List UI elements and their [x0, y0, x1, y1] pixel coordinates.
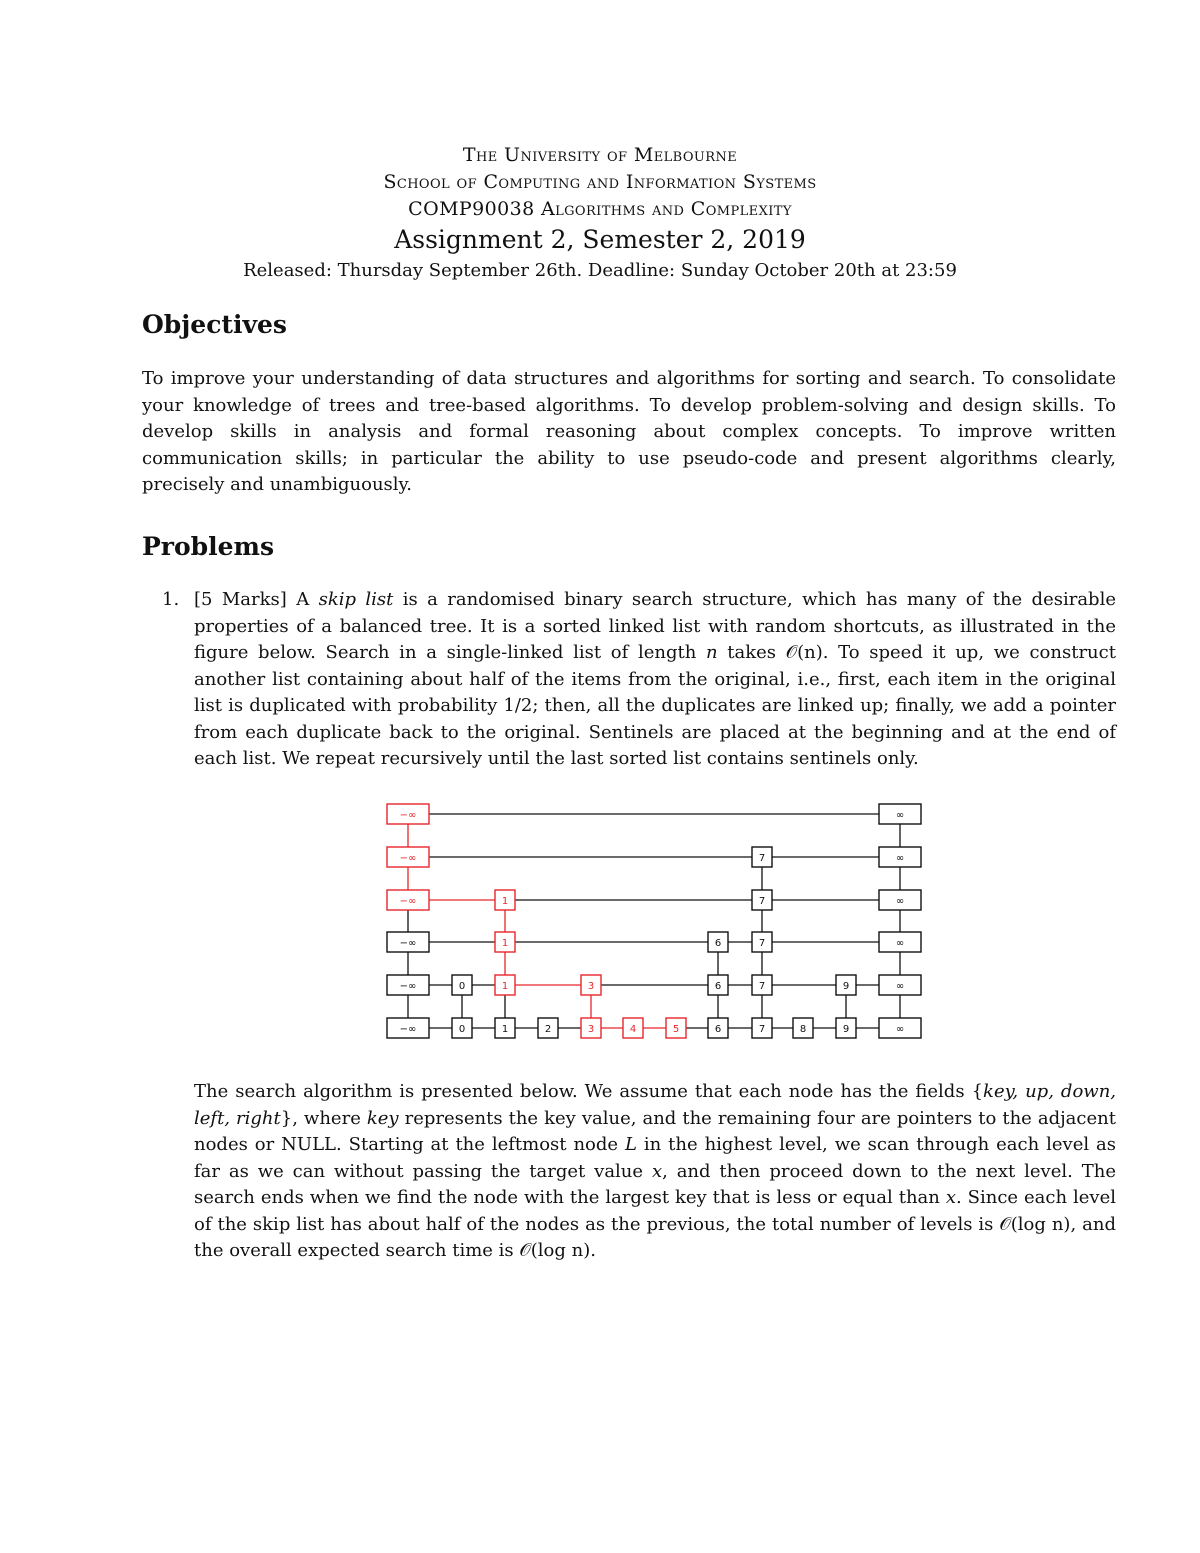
skip-list-node — [495, 890, 515, 910]
node-label: 0 — [458, 981, 466, 992]
skip-list-node — [495, 1018, 515, 1038]
node-label: 1 — [501, 981, 509, 992]
node-label: 8 — [799, 1024, 807, 1035]
node-label: 7 — [758, 981, 766, 992]
figure-edges — [408, 814, 900, 1028]
problem-marks: [5 Marks] — [194, 589, 287, 610]
node-label: 6 — [714, 1024, 722, 1035]
node-label: ∞ — [895, 896, 905, 907]
skip-list-figure — [0, 790, 1200, 1060]
node-label: ∞ — [895, 1024, 905, 1035]
skip-list-node — [387, 932, 429, 952]
skip-list-node — [666, 1018, 686, 1038]
skip-list-node — [623, 1018, 643, 1038]
skip-list-node — [387, 890, 429, 910]
node-label: −∞ — [399, 938, 417, 949]
course-name: COMP90038 Algorithms and Complexity — [408, 198, 792, 220]
skip-list-node — [387, 975, 429, 995]
skip-list-node — [581, 1018, 601, 1038]
node-label: 9 — [842, 1024, 850, 1035]
node-label: 1 — [501, 896, 509, 907]
node-label: 9 — [842, 981, 850, 992]
skip-list-node — [387, 804, 429, 824]
skip-list-node — [752, 932, 772, 952]
problem-1-text: [5 Marks] A skip list is a randomised binary search structure, which has many of the desirable properties of a balanced tree. It is a sorted linked list with random shortcuts, as illustrated in the figure below. Search in a single-linked list of length n takes 𝒪(n). To speed it up, we construct another list containing about half of the items from the original, i.e., first, each item in the original list is duplicated with probability 1/2; then, all the duplicates are linked up; finally, we add a pointer from each duplicate back to the original. Sentinels are placed at the beginning and at the end of each list. We repeat recursively until the last sorted list contains sentinels only. — [194, 589, 1116, 769]
node-label: 1 — [501, 1024, 509, 1035]
skip-list-node — [879, 890, 921, 910]
skip-list-node — [538, 1018, 558, 1038]
skip-list-term: skip list — [318, 589, 394, 610]
node-label: 6 — [714, 981, 722, 992]
skip-list-node — [836, 1018, 856, 1038]
skip-list-node — [879, 804, 921, 824]
skip-list-node — [495, 975, 515, 995]
skip-list-node — [793, 1018, 813, 1038]
problem-number: 1. — [162, 589, 180, 610]
node-label: ∞ — [895, 938, 905, 949]
skip-list-node — [879, 847, 921, 867]
skip-list-node — [387, 1018, 429, 1038]
node-label: 3 — [587, 981, 595, 992]
release-dates: Released: Thursday September 26th. Deadline: Sunday October 20th at 23:59 — [243, 260, 957, 281]
node-label: ∞ — [895, 853, 905, 864]
node-label: 5 — [672, 1024, 680, 1035]
node-label: 7 — [758, 1024, 766, 1035]
node-label: ∞ — [895, 810, 905, 821]
problems-heading: Problems — [142, 532, 275, 561]
skip-list-node — [452, 1018, 472, 1038]
skip-list-node — [387, 847, 429, 867]
school-name: School of Computing and Information Systems — [383, 171, 817, 193]
node-label: −∞ — [399, 981, 417, 992]
skip-list-node — [879, 975, 921, 995]
skip-list-node — [495, 932, 515, 952]
objectives-heading: Objectives — [142, 310, 287, 339]
node-label: 1 — [501, 938, 509, 949]
node-label: 0 — [458, 1024, 466, 1035]
skip-list-node — [752, 847, 772, 867]
figure-nodes — [387, 804, 921, 1038]
node-label: 6 — [714, 938, 722, 949]
skip-list-node — [708, 932, 728, 952]
node-label: 7 — [758, 896, 766, 907]
node-label: 2 — [544, 1024, 552, 1035]
node-label: 7 — [758, 938, 766, 949]
skip-list-node — [879, 1018, 921, 1038]
skip-list-node — [836, 975, 856, 995]
node-label: −∞ — [399, 1024, 417, 1035]
skip-list-node — [879, 932, 921, 952]
page-title: Assignment 2, Semester 2, 2019 — [394, 225, 806, 254]
university-name: The University of Melbourne — [462, 144, 738, 166]
node-label: −∞ — [399, 810, 417, 821]
node-label: ∞ — [895, 981, 905, 992]
skip-list-node — [708, 1018, 728, 1038]
search-algorithm-paragraph: The search algorithm is presented below. We assume that each node has the fields {key, up, down, left, right}, where key represents the key value, and the remaining four are pointers to the adjacent nodes or NULL. Starting at the leftmost node L in the highest level, we scan through each level as far as we can without passing the target value x, and then proceed down to the next level. The search ends when we find the node with the largest key that is less or equal than x. Since each level of the skip list has about half of the nodes as the previous, the total number of levels is 𝒪(log n), and the overall expected search time is 𝒪(log n). — [194, 1081, 1117, 1261]
skip-list-node — [752, 1018, 772, 1038]
skip-list-node — [581, 975, 601, 995]
node-label: −∞ — [399, 853, 417, 864]
document-header — [0, 142, 1200, 286]
node-label: −∞ — [399, 896, 417, 907]
skip-list-node — [752, 975, 772, 995]
skip-list-node — [752, 890, 772, 910]
skip-list-node — [708, 975, 728, 995]
skip-list-node — [452, 975, 472, 995]
node-fields: key, up, down, left, right — [194, 1081, 1117, 1129]
objectives-paragraph: To improve your understanding of data structures and algorithms for sorting and search. To consolidate your knowledge of trees and tree-based algorithms. To develop problem-solving and design skills. To develop skills in analysis and formal reasoning about complex concepts. To improve written communication skills; in particular the ability to use pseudo-code and present algorithms clearly, precisely and unambiguously. — [142, 368, 1116, 495]
node-label: 4 — [629, 1024, 637, 1035]
node-label: 7 — [758, 853, 766, 864]
node-label: 3 — [587, 1024, 595, 1035]
